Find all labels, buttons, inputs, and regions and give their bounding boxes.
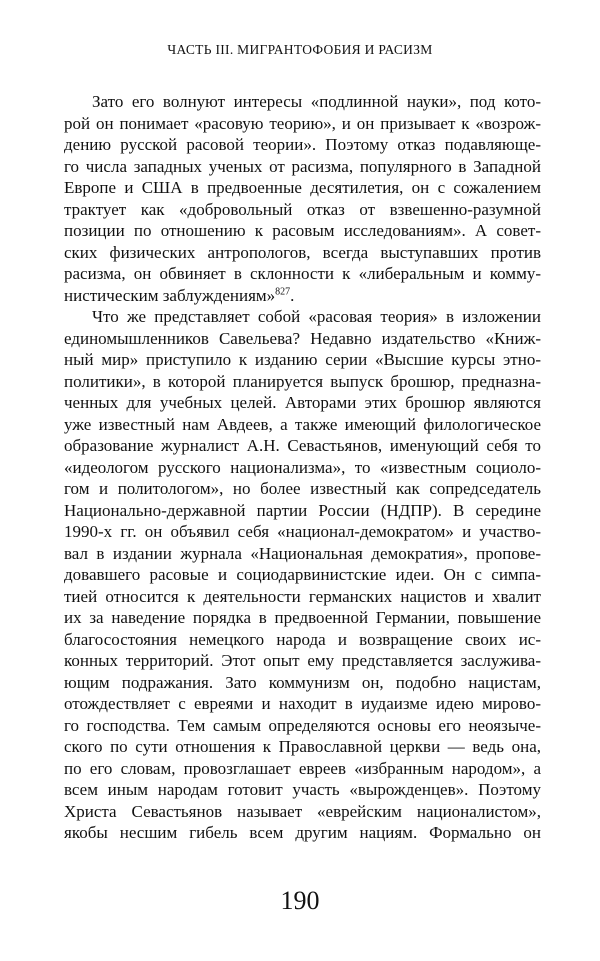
text-line-content: всем иным народам готовит участь «вырожденцев». Поэтому [64,780,541,799]
text-line [64,156,541,178]
text-line [64,779,541,801]
text-line [64,134,541,156]
text-line-content: единомышленников Савельева? Недавно издательство «Книж- [64,328,541,348]
text-line-content: трактует как «добровольный отказ от взвешенно-разумной [64,199,541,219]
text-line [64,715,541,737]
text-line [64,693,541,715]
text-line-content: Национально-державной партии России (НДПР). В середине [64,500,541,520]
running-header: ЧАСТЬ III. МИГРАНТОФОБИЯ И РАСИЗМ [167,42,433,57]
text-line [64,564,541,586]
text-line-content: тией относится к деятельности германских нацистов и хвалит [64,586,541,606]
text-line [64,285,541,307]
text-line-content: Зато его волнуют интересы «подлинной науки», под кото- [92,92,541,111]
text-line [64,371,541,393]
text-line [64,220,541,242]
text-line-content: дению русской расовой теории». Поэтому отказ подавляюще- [64,135,541,154]
text-line-content: Европе и США в предвоенные десятилетия, он с сожалением [64,178,541,197]
text-line-content: нистическим заблуждениям» [64,285,276,305]
text-line [64,457,541,479]
text-line [64,478,541,500]
text-line [64,306,541,328]
text-line [64,392,541,414]
text-line [64,736,541,758]
text-line-content: гом и политологом», но более известный как сопредседатель [64,479,541,498]
text-line [64,500,541,522]
text-line-content: расизма, он обвиняет в склонности к «либеральным и комму- [64,264,541,283]
text-line-content: политики», в которой планируется выпуск брошюр, предназна- [64,371,541,391]
text-line [64,177,541,199]
text-line-content: ских физических антропологов, всегда выступавших против [64,242,541,262]
text-line-content: позиции по отношению к расовым исследованиям». А совет- [64,221,541,240]
text-line [64,414,541,436]
text-line [64,672,541,694]
text-line-content: ющим подражания. Зато коммунизм он, подобно нацистам, [64,672,541,692]
text-line-content: Что же представляет собой «расовая теория» в изложении [92,307,541,326]
text-line-content: уже известный нам Авдеев, а также имеющий филологическое [64,414,541,434]
text-line [64,113,541,135]
text-line-content: ченных для учебных целей. Авторами этих брошюр являются [64,393,541,412]
text-line-content: го числа западных ученых от расизма, популярного в Западной [64,156,541,176]
text-line-content: рой он понимает «расовую теорию», и он призывает к «возрож- [64,113,541,133]
text-line [64,801,541,823]
text-line-content: благосостояния немецкого народа и возвращение своих ис- [64,629,541,649]
text-line-content: довавшего расовые и социодарвинистские идеи. Он с симпа- [64,565,541,584]
text-line [64,758,541,780]
text-line-content: образование журналист А.Н. Севастьянов, именующий себя то [64,436,541,455]
text-line-content: ского по сути отношения к Православной церкви — ведь она, [64,737,541,756]
text-line-content: 1990-х гг. он объявил себя «национал-демократом» и участво- [64,522,541,541]
text-line [64,242,541,264]
page-body [64,91,541,844]
text-line-content: ный мир» приступило к изданию серии «Высшие курсы этно- [64,350,541,369]
paragraph [64,91,541,306]
sentence-end: . [290,285,295,305]
text-line [64,91,541,113]
text-line [64,435,541,457]
text-line [64,543,541,565]
text-line-content: отождествляет с евреями и находит в иудаизме идею мирово- [64,694,541,713]
text-line-content: якобы несшим гибель всем другим нациям. Формально он [64,823,541,842]
paragraph [64,306,541,844]
text-line [64,521,541,543]
text-line [64,199,541,221]
page-number: 190 [280,886,320,915]
text-line-content: конных территорий. Этот опыт ему представляется заслужива- [64,651,541,670]
text-line [64,349,541,371]
text-line [64,586,541,608]
text-line [64,607,541,629]
text-line-content: го господства. Тем самым определяются основы его неоязыче- [64,715,541,735]
text-line [64,328,541,350]
text-line-content: вал в издании журнала «Национальная демократия», пропове- [64,543,541,563]
text-line [64,263,541,285]
text-line [64,822,541,844]
text-line-content: Христа Севастьянов называет «еврейским националистом», [64,801,541,821]
text-line-content: «идеологом русского национализма», то «известным социоло- [64,457,541,477]
text-line-content: по его словам, провозглашает евреев «избранным народом», а [64,758,541,778]
footnote-reference[interactable]: 827 [275,285,291,297]
text-line [64,650,541,672]
text-line-content: их за наведение порядка в предвоенной Германии, повышение [64,608,541,627]
text-line [64,629,541,651]
